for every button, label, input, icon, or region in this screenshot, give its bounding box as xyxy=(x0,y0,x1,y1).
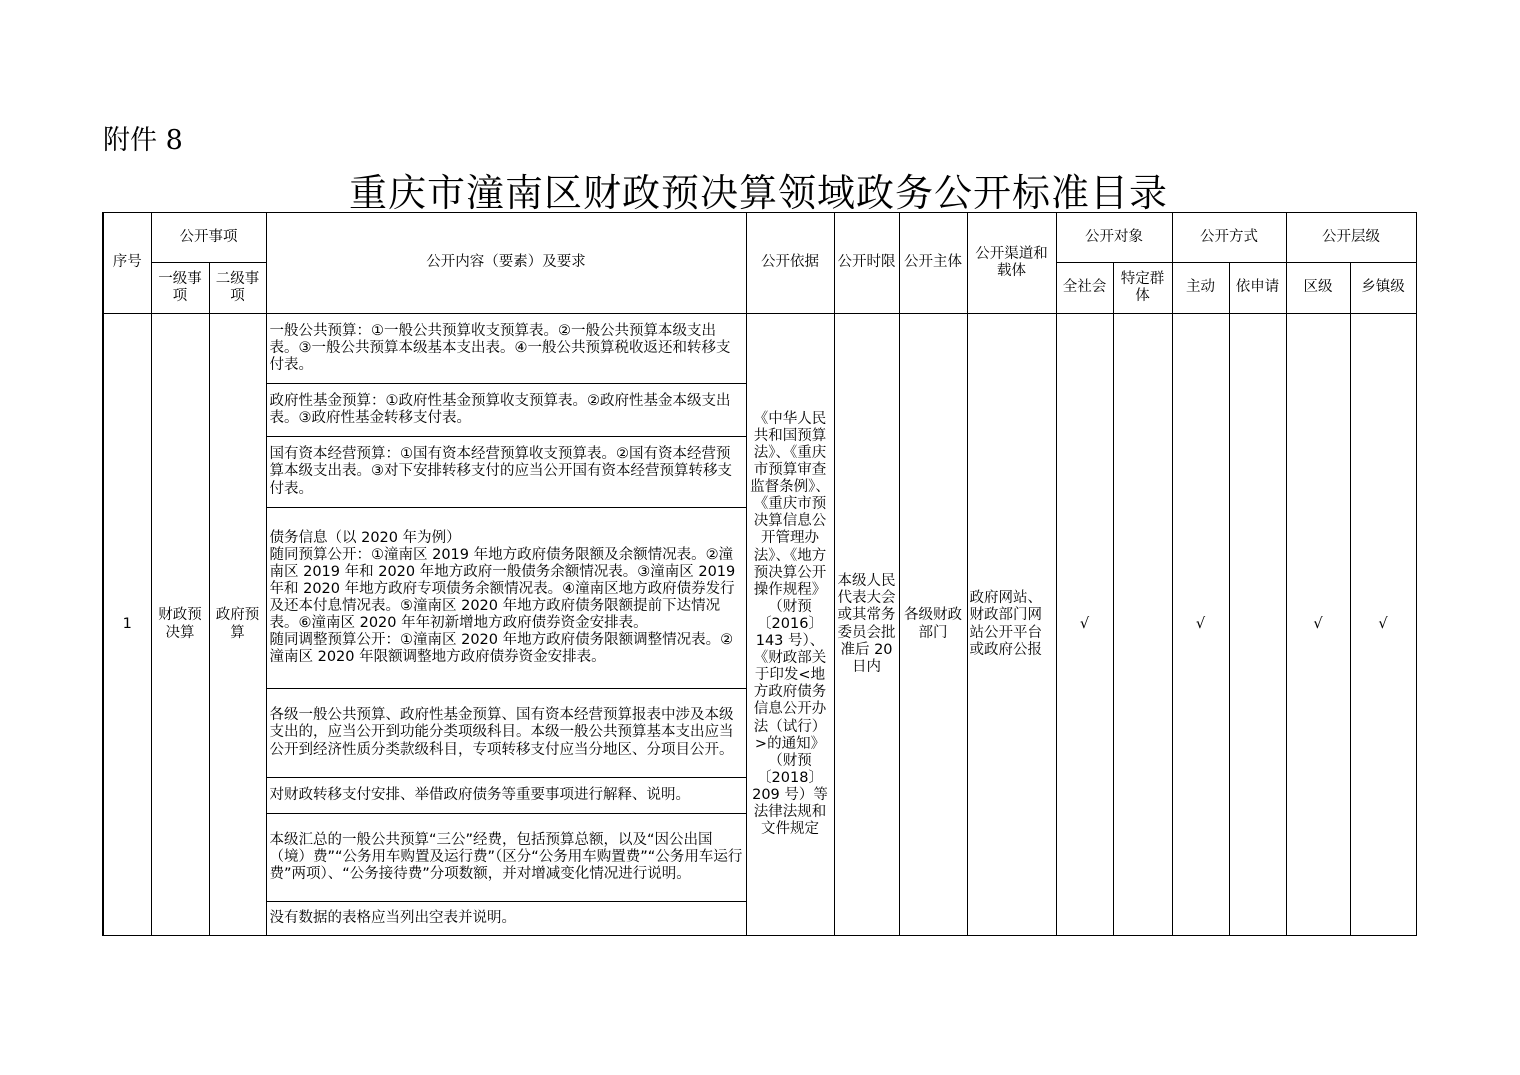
header-subject: 公开主体 xyxy=(899,213,967,314)
header-method: 公开方式 xyxy=(1172,213,1286,263)
row-channel: 政府网站、财政部门网站公开平台或政府公报 xyxy=(967,314,1056,936)
row-level1: 财政预决算 xyxy=(151,314,209,936)
header-level: 公开层级 xyxy=(1286,213,1416,263)
content-block-explanation: 对财政转移支付安排、举借政府债务等重要事项进行解释、说明。 xyxy=(267,778,746,814)
content-block-subject-level: 各级一般公共预算、政府性基金预算、国有资本经营预算报表中涉及本级支出的，应当公开到功能分类项级科目。本级一般公共预算基本支出应当公开到经济性质分类款级科目，专项转移支付应当分地区、分项目公开。 xyxy=(267,689,746,778)
header-audience-specific: 特定群体 xyxy=(1113,263,1172,314)
row-level-township: √ xyxy=(1350,314,1416,936)
row-audience-all: √ xyxy=(1056,314,1113,936)
document-title: 重庆市潼南区财政预决算领域政务公开标准目录 xyxy=(348,171,1168,215)
header-content: 公开内容（要素）及要求 xyxy=(266,213,746,314)
row-subject: 各级财政部门 xyxy=(899,314,967,936)
header-item-level2: 二级事项 xyxy=(209,263,266,314)
header-level-district: 区级 xyxy=(1286,263,1350,314)
header-audience-all: 全社会 xyxy=(1056,263,1113,314)
row-method-active: √ xyxy=(1172,314,1229,936)
row-level-district: √ xyxy=(1286,314,1350,936)
content-block-fund-budget: 政府性基金预算：①政府性基金预算收支预算表。②政府性基金本级支出表。③政府性基金转移支付表。 xyxy=(267,384,746,437)
catalog-table xyxy=(102,212,1417,936)
row-method-request xyxy=(1229,314,1286,936)
header-method-active: 主动 xyxy=(1172,263,1229,314)
content-block-empty-tables: 没有数据的表格应当列出空表并说明。 xyxy=(269,909,516,926)
row-content xyxy=(266,314,746,936)
row-audience-specific xyxy=(1113,314,1172,936)
header-seq: 序号 xyxy=(103,213,151,314)
table-row xyxy=(103,314,1416,936)
content-block-three-public-costs: 本级汇总的一般公共预算“三公”经费，包括预算总额，以及“因公出国（境）费”“公务用车购置及运行费”（区分“公务用车购置费”“公务用车运行费”两项）、“公务接待费”分项数额，并对增减变化情况进行说明。 xyxy=(267,814,746,902)
attachment-label: 附件 8 xyxy=(103,125,183,156)
content-block-debt-info: 债务信息（以 2020 年为例） 随同预算公开：①潼南区 2019 年地方政府债务限额及余额情况表。②潼南区 2019 年和 2020 年地方政府一般债务余额情况表。③潼南区 2019 年和 2020 年地方政府专项债务余额情况表。④潼南区地方政府债券发行及还本付息情况表。⑤潼南区 2020 年地方政府债务限额提前下达情况表。⑥潼南区 2020 年年初新增地方政府债券资金安排表。 随同调整预算公开：①潼南区 2020 年地方政府债务限额调整情况表。②潼南区 2020 年限额调整地方政府债券资金安排表。 xyxy=(267,508,746,689)
header-item-level1: 一级事项 xyxy=(151,263,209,314)
row-level2: 政府预算 xyxy=(209,314,266,936)
row-seq: 1 xyxy=(103,314,151,936)
header-item: 公开事项 xyxy=(151,213,266,263)
row-basis: 《中华人民共和国预算法》、《重庆市预算审查监督条例》、《重庆市预决算信息公开管理办法》、《地方预决算公开操作规程》（财预〔2016〕143 号）、《财政部关于印发<地方政府债务信息公开办法（试行）>的通知》（财预〔2018〕209 号）等法律法规和文件规定 xyxy=(746,314,834,936)
header-channel: 公开渠道和载体 xyxy=(967,213,1056,314)
content-block-state-capital-budget: 国有资本经营预算：①国有资本经营预算收支预算表。②国有资本经营预算本级支出表。③对下安排转移支付的应当公开国有资本经营预算转移支付表。 xyxy=(267,437,746,508)
header-level-township: 乡镇级 xyxy=(1350,263,1416,314)
row-time-limit: 本级人民代表大会或其常务委员会批准后 20 日内 xyxy=(834,314,899,936)
header-time-limit: 公开时限 xyxy=(834,213,899,314)
header-audience: 公开对象 xyxy=(1056,213,1172,263)
header-method-request: 依申请 xyxy=(1229,263,1286,314)
content-block-general-budget: 一般公共预算：①一般公共预算收支预算表。②一般公共预算本级支出表。③一般公共预算本级基本支出表。④一般公共预算税收返还和转移支付表。 xyxy=(267,314,746,384)
header-basis: 公开依据 xyxy=(746,213,834,314)
